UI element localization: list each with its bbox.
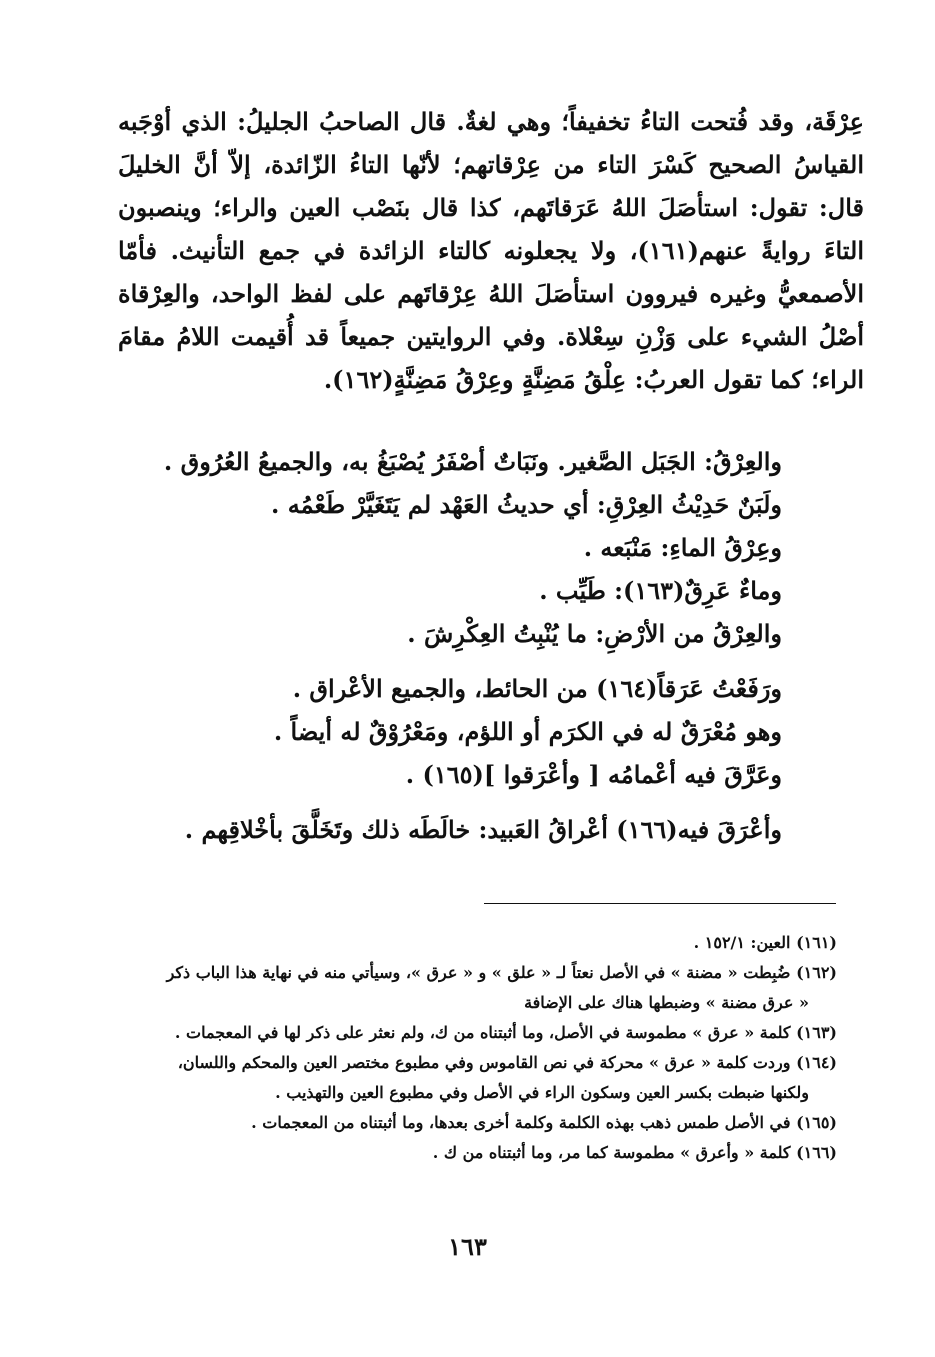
page-number: ١٦٣	[448, 1232, 487, 1261]
entry-line: والعِرْقُ من الأرْضِ: ما يُنْبِتُ العِكْرِشَ .	[407, 619, 782, 648]
footnote: (١٦٤) وردت كلمة « عرق » محركة في نص القاموس وفي مطبوع مختصر العين والمحكم واللسان،	[177, 1053, 837, 1072]
dictionary-entries	[150, 440, 782, 851]
footnote-continuation: « عرق مضنة » وضبطها هناك على الإضافة	[524, 993, 809, 1012]
entry-line: وهو مُعْرَقٌ له في الكرَم أو اللؤم، ومَعْرُوْقٌ له أيضاً .	[273, 717, 782, 746]
main-text: عِرْقَة، وقد فُتحت التاءُ تخفيفاً؛ وهي لغةٌ. قال الصاحبُ الجليلُ: الذي أوْجَبه القياسُ الصحيح كَسْرَ التاء من عِرْقاتهم؛ لأنّها التاءُ الزّائدة، إلاّ أنَّ الخليلَ قال: تقول: استأصَلَ اللهُ عَرَقاتَهم، كذا قال بنَصْب العين والراء؛ وينصبون التاءَ روايةً عنهم(١٦١)، ولا يجعلونه كالتاء الزائدة في جمع التأنيث. فأمّا الأصمعيُّ وغيره فيروون استأصَلَ اللهُ عِرْقاتَهم على لفظ الواحد، والعِرْقاة أصْلُ الشيء على وَزْنِ سِعْلاة. وفي الروايتين جميعاً قد أُقيمت اللامُ مقامَ الراء؛ كما تقول العربُ: عِلْقُ مَضِنَّةٍ وعِرْقُ مَضِنَّةٍ(١٦٢).	[118, 107, 864, 394]
main-paragraph	[118, 100, 864, 401]
entry-line: وأعْرَقَ فيه(١٦٦) أعْراقُ العَبيد: خالَطَه ذلك وتَخَلَّقَ بأخْلاقِهم .	[184, 815, 782, 844]
entry-line: ورَفَعْتُ عَرَقاً(١٦٤) من الحائط، والجميع الأعْراق .	[292, 674, 782, 703]
footnote-continuation: ولكنها ضبطت بكسر العين وسكون الراء في الأصل وفي مطبوع العين والتهذيب .	[275, 1083, 809, 1102]
entry-line: وعَرَّقَ فيه أعْمامُه [ وأعْرَقوا ](١٦٥) .	[405, 760, 782, 789]
footnote: (١٦١) العين: ١٥٢/١ .	[693, 933, 837, 952]
footnote: (١٦٥) في الأصل طمس ذهب بهذه الكلمة وكلمة أخرى بعدها، وما أثبتناه من المعجمات .	[251, 1113, 837, 1132]
footnote: (١٦٢) ضُبِطت « مضنة » في الأصل نعتاً لـ « علق » و « عرق »، وسيأتي منه في نهاية هذا الباب ذكر	[166, 963, 837, 982]
footnote: (١٦٣) كلمة « عرق » مطموسة في الأصل، وما أثبتناه من ك، ولم نعثر على ذكر لها في المعجمات .	[174, 1023, 837, 1042]
entry-line: وعِرْقُ الماءِ: مَنْبَعه .	[583, 533, 782, 562]
entry-line: ولَبَنٌ حَدِيْثُ العِرْقِ: أي حديثُ العَهْد لم يَتَغَيَّرْ طَعْمُه .	[271, 490, 782, 519]
footnotes	[110, 928, 837, 1168]
entry-line: وماءٌ عَرِقٌ(١٦٣): طَيِّب .	[539, 576, 782, 605]
footnote-divider	[484, 903, 836, 904]
entry-line: والعِرْقُ: الجَبَل الصَّغير. ونَبَاتٌ أصْفَرُ يُصْبَغُ به، والجميعُ العُرُوق .	[163, 447, 782, 476]
footnote: (١٦٦) كلمة « وأعرق » مطموسة كما مر، وما أثبتناه من ك .	[432, 1143, 837, 1162]
